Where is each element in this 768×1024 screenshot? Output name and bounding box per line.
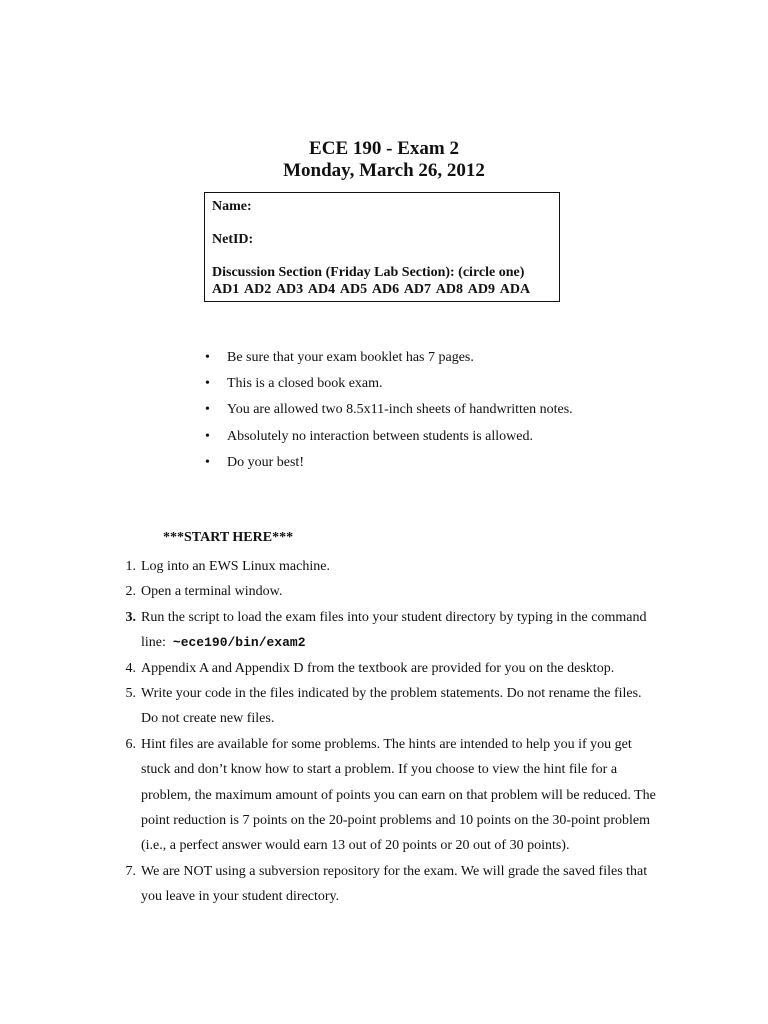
student-info-box (204, 192, 560, 302)
step-number: 6. (125, 736, 136, 752)
discussion-section-label: Discussion Section (Friday Lab Section): (circle one) (212, 265, 525, 280)
step-number: 4. (125, 660, 136, 676)
section-option: ADA (499, 282, 531, 297)
list-item-text: Do your best! (227, 454, 304, 470)
step-item (116, 605, 676, 656)
step-item (116, 579, 676, 604)
step-number: 2. (125, 584, 136, 600)
exam-date: Monday, March 26, 2012 (283, 160, 485, 181)
list-item (205, 427, 573, 453)
step-number: 3. (125, 609, 136, 625)
step-text: We are NOT using a subversion repository for the exam. We will grade the saved files that (141, 863, 648, 879)
netid-label: NetID: (212, 232, 254, 247)
step-text: (i.e., a perfect answer would earn 13 out of 20 points or 20 out of 30 points). (141, 838, 570, 854)
step-item (116, 859, 676, 910)
step-text: you leave in your student directory. (141, 889, 340, 905)
list-item-text: This is a closed book exam. (227, 376, 383, 392)
step-text: Open a terminal window. (141, 584, 283, 600)
bullet-icon: • (205, 428, 210, 444)
step-text (141, 630, 676, 655)
step-text: Hint files are available for some problems. The hints are intended to help you if you get (141, 736, 632, 752)
section-options (212, 282, 530, 298)
step-number: 5. (125, 686, 136, 702)
section-option: AD1 (212, 282, 240, 297)
section-option: AD5 (339, 282, 368, 297)
command-text: ~ece190/bin/exam2 (172, 635, 306, 651)
section-option: AD6 (371, 282, 400, 297)
list-item (205, 400, 573, 426)
instructions-list (205, 348, 573, 479)
step-text: Run the script to load the exam files into your student directory by typing in the command (141, 609, 647, 625)
start-here-heading: ***START HERE*** (163, 530, 294, 545)
bullet-icon: • (205, 454, 210, 470)
step-number: 1. (125, 559, 136, 574)
steps-list (116, 554, 676, 910)
section-option: AD4 (307, 282, 336, 297)
list-item (205, 374, 573, 400)
step-number: 7. (125, 863, 136, 879)
step-text: Write your code in the files indicated by the problem statements. Do not rename the files. (141, 686, 642, 702)
step-item (116, 681, 676, 732)
step-text: Do not create new files. (141, 711, 275, 727)
step-text: point reduction is 7 points on the 20-point problems and 10 points on the 30-point problem (141, 813, 651, 829)
section-option: AD7 (403, 282, 432, 297)
section-option: AD2 (243, 282, 272, 297)
bullet-icon: • (205, 402, 210, 418)
list-item-text: Be sure that your exam booklet has 7 pages. (227, 350, 474, 365)
list-item (205, 453, 573, 479)
list-item-text: Absolutely no interaction between students is allowed. (227, 428, 533, 444)
list-item (205, 348, 573, 374)
step-text: problem, the maximum amount of points you can earn on that problem will be reduced. The (141, 787, 656, 803)
section-option: AD8 (435, 282, 464, 297)
step-text: stuck and don’t know how to start a problem. If you choose to view the hint file for a (141, 762, 618, 778)
command-prefix: line: (141, 635, 173, 651)
step-item (116, 554, 676, 579)
section-option: AD3 (275, 282, 304, 297)
section-option: AD9 (467, 282, 495, 297)
bullet-icon: • (205, 376, 210, 392)
exam-title: ECE 190 - Exam 2 (309, 138, 459, 159)
step-text: Appendix A and Appendix D from the textbook are provided for you on the desktop. (141, 660, 615, 676)
step-text: Log into an EWS Linux machine. (141, 559, 330, 574)
step-item (116, 656, 676, 681)
name-label: Name: (212, 199, 252, 214)
list-item-text: You are allowed two 8.5x11-inch sheets of handwritten notes. (227, 402, 573, 418)
bullet-icon: • (205, 350, 210, 365)
step-item (116, 732, 676, 859)
